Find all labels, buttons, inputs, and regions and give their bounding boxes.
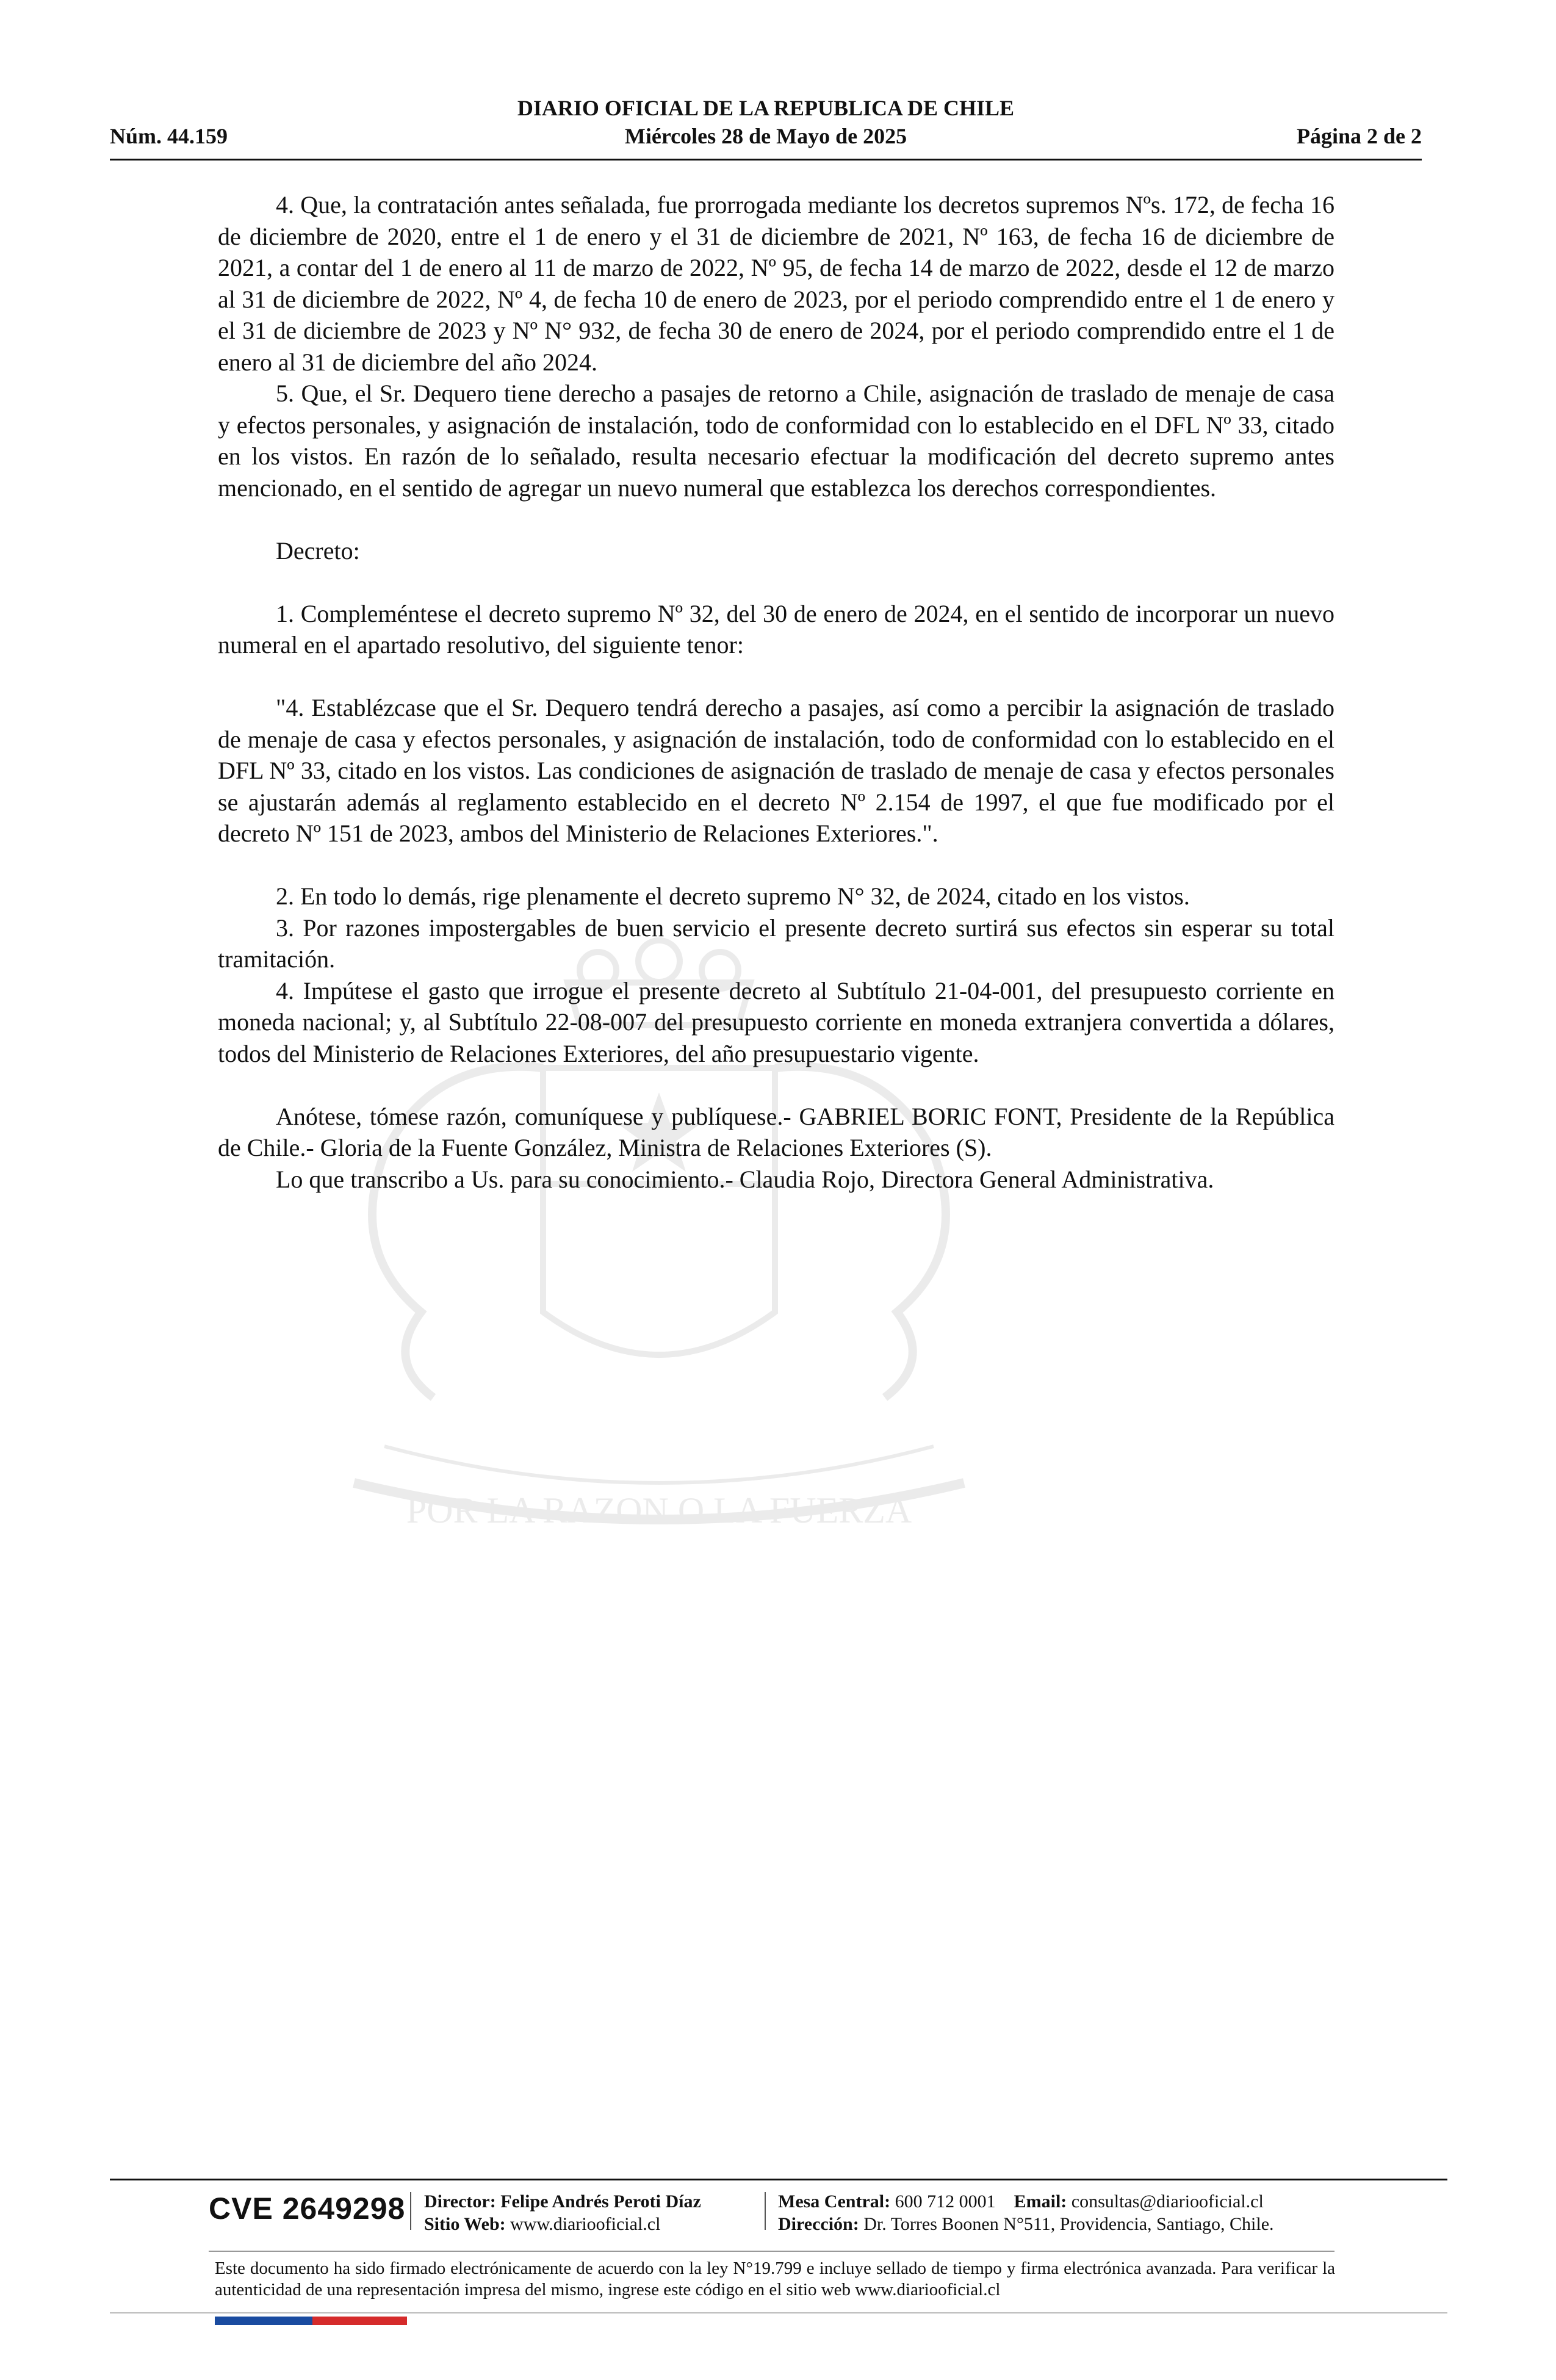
footer-director-block	[424, 2190, 701, 2235]
closing-transcription: Lo que transcribo a Us. para su conocimiento.- Claudia Rojo, Directora General Administrativa.	[276, 1165, 1214, 1193]
director-name: Felipe Andrés Peroti Díaz	[500, 2191, 701, 2212]
page-indicator: Página 2 de 2	[1296, 124, 1422, 148]
decree-article-1: 1. Compleméntese el decreto supremo Nº 32, del 30 de enero de 2024, en el sentido de incorporar un nuevo numeral en el apartado resolutivo, del siguiente tenor:	[218, 599, 1334, 658]
site-url[interactable]: www.diariooficial.cl	[510, 2214, 661, 2234]
decree-article-4: 4. Impútese el gasto que irrogue el presente decreto al Subtítulo 21-04-001, del presupuesto corriente en moneda nacional; y, al Subtítulo 22-08-007 del presupuesto corriente en moneda extranjera convertida a dólares, todos del Ministerio de Relaciones Exteriores, del año presupuestario vigente.	[218, 976, 1334, 1067]
mesa-label: Mesa Central:	[778, 2191, 891, 2212]
address-label: Dirección:	[778, 2214, 859, 2234]
footer-inner-divider	[209, 2251, 1334, 2252]
director-label: Director:	[424, 2191, 496, 2212]
site-label: Sitio Web:	[424, 2214, 506, 2234]
decree-article-3: 3. Por razones impostergables de buen servicio el presente decreto surtirá sus efectos sin esperar su total tramitación.	[218, 914, 1334, 973]
paragraph-consideration-4: 4. Que, la contratación antes señalada, fue prorrogada mediante los decretos supremos Nºs. 172, de fecha 16 de diciembre de 2020, entre el 1 de enero y el 31 de diciembre de 2021, Nº 163, de fecha 16 de diciembre de 2021, a contar del 1 de enero al 11 de marzo de 2022, Nº 95, de fecha 14 de marzo de 2022, desde el 12 de marzo al 31 de diciembre de 2022, Nº 4, de fecha 10 de enero de 2023, por el periodo comprendido entre el 1 de enero y el 31 de diciembre de 2023 y Nº N° 932, de fecha 30 de enero de 2024, por el periodo comprendido entre el 1 de enero al 31 de diciembre del año 2024.	[218, 191, 1334, 376]
electronic-signature-note: Este documento ha sido firmado electrónicamente de acuerdo con la ley N°19.799 e incluye sellado de tiempo y firma electrónica avanzada. Para verificar la autenticidad de una representación impresa del mismo, ingrese este código en el sitio web www.diariooficial.cl	[215, 2259, 1335, 2299]
address-value: Dr. Torres Boonen N°511, Providencia, Santiago, Chile.	[863, 2214, 1274, 2234]
decree-heading: Decreto:	[276, 536, 360, 564]
publication-title: DIARIO OFICIAL DE LA REPUBLICA DE CHILE	[517, 96, 1015, 120]
cve-code: CVE 2649298	[209, 2191, 406, 2226]
footer-contact-block	[778, 2190, 1274, 2235]
flag-stripe-blue	[215, 2317, 312, 2325]
publication-date: Miércoles 28 de Mayo de 2025	[624, 124, 907, 148]
issue-number: Núm. 44.159	[110, 124, 228, 148]
closing-signatures: Anótese, tómese razón, comuníquese y publíquese.- GABRIEL BORIC FONT, Presidente de la República de Chile.- Gloria de la Fuente González, Ministra de Relaciones Exteriores (S).	[218, 1102, 1334, 1161]
page-header	[110, 92, 1422, 160]
mesa-phone: 600 712 0001	[895, 2191, 996, 2212]
watermark-motto: POR LA RAZON O LA FUERZA	[406, 1490, 912, 1531]
footer-separator	[765, 2192, 766, 2230]
document-body	[218, 189, 1334, 1195]
email-label: Email:	[1014, 2191, 1067, 2212]
flag-stripe-red	[312, 2317, 407, 2325]
decree-quoted-numeral: "4. Establézcase que el Sr. Dequero tendrá derecho a pasajes, así como a percibir la asignación de traslado de menaje de casa y efectos personales, y asignación de instalación, todo de conformidad con lo establecido en el DFL Nº 33, citado en los vistos. Las condiciones de asignación de traslado de menaje de casa y efectos personales se ajustarán además al reglamento establecido en el decreto Nº 2.154 de 1997, el que fue modificado por el decreto Nº 151 de 2023, ambos del Ministerio de Relaciones Exteriores.".	[218, 694, 1334, 847]
footer-separator	[410, 2192, 411, 2230]
decree-article-2: 2. En todo lo demás, rige plenamente el decreto supremo N° 32, de 2024, citado en los vistos.	[276, 882, 1190, 910]
footer-bottom-divider	[110, 2312, 1447, 2313]
email-address[interactable]: consultas@diariooficial.cl	[1071, 2191, 1264, 2212]
paragraph-consideration-5: 5. Que, el Sr. Dequero tiene derecho a pasajes de retorno a Chile, asignación de traslado de menaje de casa y efectos personales, y asignación de instalación, todo de conformidad con lo establecido en el DFL Nº 33, citado en los vistos. En razón de lo señalado, resulta necesario efectuar la modificación del decreto supremo antes mencionado, en el sentido de agregar un nuevo numeral que establezca los derechos correspondientes.	[218, 380, 1334, 502]
footer-divider	[110, 2179, 1447, 2180]
